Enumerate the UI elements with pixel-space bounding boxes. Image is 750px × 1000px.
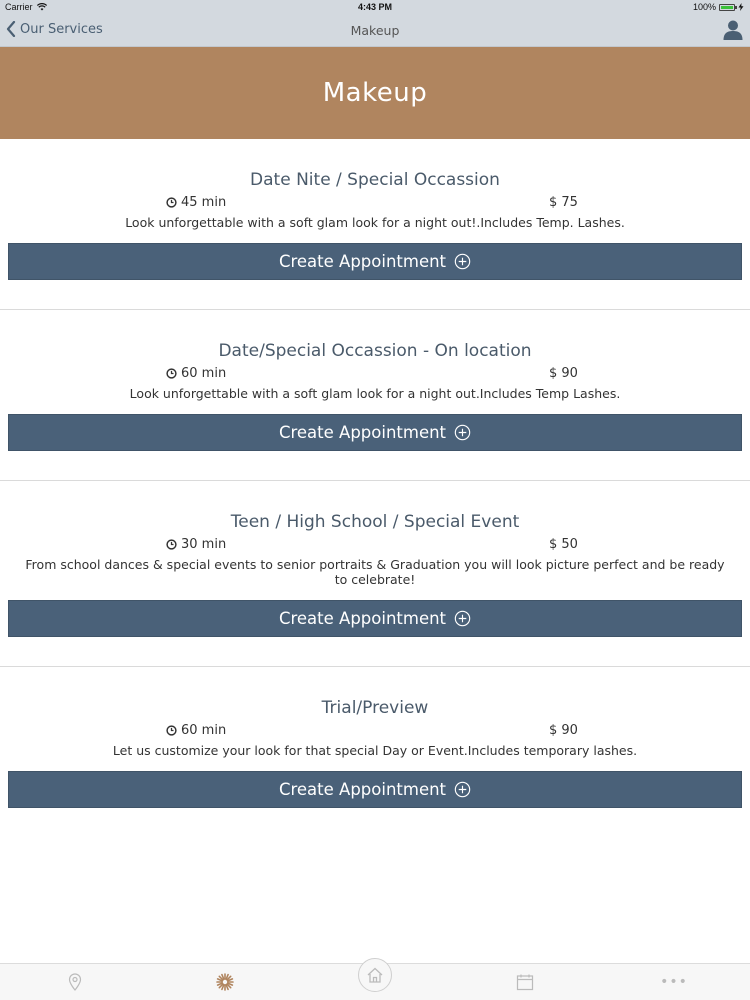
service-name: Teen / High School / Special Event [230,512,520,532]
duration-label: 30 min [181,537,227,552]
service-name: Trial/Preview [321,698,429,718]
charging-bolt-icon [738,3,744,11]
status-time: 4:43 PM [357,2,392,12]
service-description: Look unforgettable with a soft glam look for a night out.Includes Temp Lashes. [129,386,621,401]
service-name: Date Nite / Special Occassion [250,170,500,190]
service-meta [0,533,750,555]
page-title: Makeup [322,78,428,108]
service-meta [0,191,750,213]
plus-circle-icon [454,610,471,627]
duration-label: 60 min [181,366,227,381]
create-appointment-label: Create Appointment [278,252,447,271]
clock-icon [166,539,177,550]
battery-icon [719,4,735,11]
plus-circle-icon [454,424,471,441]
services-list [0,139,750,837]
tab-home[interactable] [358,958,392,992]
service-item [0,310,750,481]
tab-more[interactable] [660,972,688,992]
service-item [0,481,750,667]
service-price: $ 90 [549,723,578,738]
service-description: Look unforgettable with a soft glam look for a night out!.Includes Temp. Lashes. [125,215,625,230]
service-duration [166,723,226,738]
service-price: $ 90 [549,366,578,381]
nav-title: Makeup [350,23,400,38]
service-duration [166,366,226,381]
status-bar [0,0,750,15]
carrier-label: Carrier [5,2,33,12]
home-icon [366,966,384,984]
service-duration [166,195,226,210]
tab-bar [0,963,750,1000]
create-appointment-button[interactable] [8,243,742,280]
create-appointment-label: Create Appointment [278,609,447,628]
clock-icon [166,368,177,379]
calendar-icon [516,973,534,991]
service-description: Let us customize your look for that special Day or Event.Includes temporary lashes. [112,743,638,758]
create-appointment-label: Create Appointment [278,780,447,799]
more-icon: ••• [660,974,688,990]
clock-icon [166,197,177,208]
user-profile-icon[interactable] [722,19,744,41]
create-appointment-button[interactable] [8,771,742,808]
create-appointment-label: Create Appointment [278,423,447,442]
battery-percent: 100% [692,2,716,12]
service-meta [0,719,750,741]
service-description: From school dances & special events to senior portraits & Graduation you will look picture perfect and be ready to celebrate! [25,557,725,587]
service-meta [0,362,750,384]
service-item [0,667,750,808]
service-name: Date/Special Occassion - On location [218,341,532,361]
services-flower-icon [215,972,235,992]
duration-label: 60 min [181,723,227,738]
back-label: Our Services [20,21,103,37]
create-appointment-button[interactable] [8,414,742,451]
service-price: $ 75 [549,195,578,210]
plus-circle-icon [454,253,471,270]
service-item [0,139,750,310]
battery-status [693,2,744,12]
service-duration [166,537,226,552]
tab-location[interactable] [65,972,85,992]
clock-icon [166,725,177,736]
plus-circle-icon [454,781,471,798]
duration-label: 45 min [181,195,227,210]
tab-calendar[interactable] [515,972,535,992]
page-header-banner [0,47,750,139]
service-price: $ 50 [549,537,578,552]
navigation-bar [0,15,750,47]
tab-services[interactable] [215,972,235,992]
location-pin-icon [68,973,82,991]
create-appointment-button[interactable] [8,600,742,637]
